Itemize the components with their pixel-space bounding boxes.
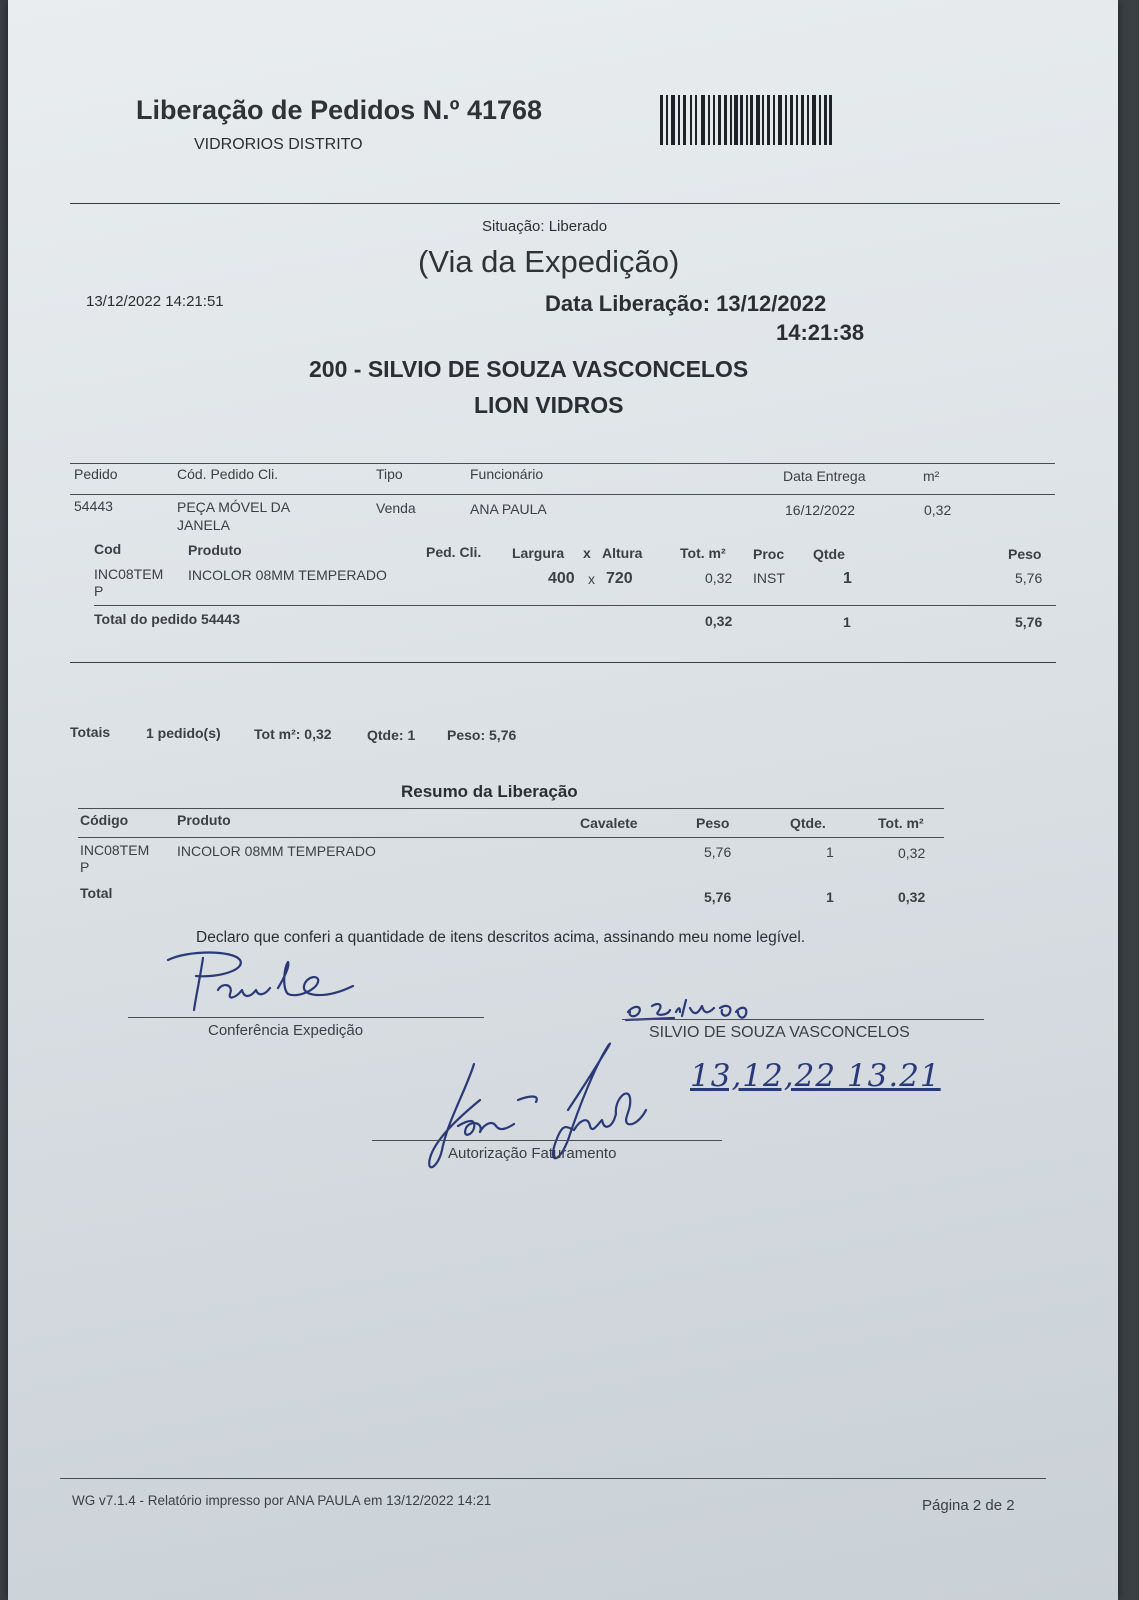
summary-total-label: Total <box>80 885 113 901</box>
item-total-rule <box>94 605 1056 606</box>
item-peso: 5,76 <box>1015 570 1043 586</box>
item-largura: 400 <box>548 570 575 587</box>
totals-label: Totais <box>70 724 111 740</box>
row-cod-pedido-cli: PEÇA MÓVEL DA <box>177 499 291 515</box>
col-cod: Cod <box>94 541 122 557</box>
status-text: Situação: Liberado <box>482 218 608 235</box>
order-total-label: Total do pedido 54443 <box>94 611 240 627</box>
summary-row-qtde: 1 <box>826 844 834 860</box>
col-peso: Peso <box>1008 546 1042 562</box>
order-total-peso: 5,76 <box>1015 614 1043 630</box>
order-total-qtde: 1 <box>843 614 851 630</box>
summary-row-produto: INCOLOR 08MM TEMPERADO <box>177 843 376 859</box>
summary-row-codigo-cont: P <box>80 859 90 875</box>
row-funcionario: ANA PAULA <box>470 501 547 517</box>
col-pedido: Pedido <box>74 466 118 482</box>
item-cod-cont: P <box>94 583 104 599</box>
customer-company: LION VIDROS <box>474 392 624 418</box>
col-qtde: Qtde <box>813 546 845 562</box>
footer-rule <box>60 1478 1046 1479</box>
summary-col-codigo: Código <box>80 812 129 828</box>
header-divider <box>70 203 1060 204</box>
declaration-text: Declaro que conferi a quantidade de itens descritos acima, assinando meu nome legível. <box>196 929 806 946</box>
row-m2: 0,32 <box>924 502 952 518</box>
order-total-m2: 0,32 <box>705 613 733 629</box>
summary-col-cavalete: Cavalete <box>580 815 638 831</box>
col-x: x <box>583 545 591 561</box>
orders-header-rule <box>70 494 1055 495</box>
document-page <box>8 0 1118 1600</box>
customer-name: 200 - SILVIO DE SOUZA VASCONCELOS <box>309 356 749 382</box>
client-line <box>622 1019 984 1020</box>
item-qtde: 1 <box>843 570 852 587</box>
item-proc: INST <box>753 570 785 586</box>
row-pedido: 54443 <box>74 498 113 514</box>
summary-row-peso: 5,76 <box>704 844 732 860</box>
row-cod-pedido-cli-cont: JANELA <box>177 517 230 533</box>
conferencia-label: Conferência Expedição <box>208 1022 364 1039</box>
item-cod: INC08TEM <box>94 566 164 582</box>
row-tipo: Venda <box>376 500 416 516</box>
col-cod-pedido-cli: Cód. Pedido Cli. <box>177 466 279 482</box>
row-data-entrega: 16/12/2022 <box>785 502 856 518</box>
summary-col-peso: Peso <box>696 815 730 831</box>
col-funcionario: Funcionário <box>470 466 544 482</box>
item-altura: 720 <box>606 570 633 587</box>
summary-title: Resumo da Liberação <box>401 782 578 801</box>
copy-label: (Via da Expedição) <box>418 244 680 279</box>
footer-page-number: Página 2 de 2 <box>922 1497 1015 1514</box>
print-datetime: 13/12/2022 14:21:51 <box>86 293 224 310</box>
col-produto: Produto <box>188 542 242 558</box>
orders-table-top-rule <box>70 463 1055 464</box>
col-m2: m² <box>923 468 940 484</box>
col-proc: Proc <box>753 546 785 562</box>
col-ped-cli: Ped. Cli. <box>426 544 482 560</box>
totals-m2: Tot m²: 0,32 <box>254 726 332 742</box>
col-altura: Altura <box>602 545 643 561</box>
summary-top-rule <box>78 808 944 809</box>
orders-table-bottom-rule <box>70 662 1056 663</box>
totals-pedidos: 1 pedido(s) <box>146 725 221 741</box>
conferencia-signature <box>148 948 388 1018</box>
item-tot-m2: 0,32 <box>705 570 733 586</box>
summary-header-rule <box>78 837 944 838</box>
col-data-entrega: Data Entrega <box>783 468 866 484</box>
item-produto: INCOLOR 08MM TEMPERADO <box>188 567 387 583</box>
summary-col-qtde: Qtde. <box>790 815 826 831</box>
col-tot-m2: Tot. m² <box>680 545 726 561</box>
barcode <box>660 95 832 145</box>
autorizacao-signature <box>418 1040 668 1190</box>
col-largura: Largura <box>512 545 565 561</box>
totals-qtde: Qtde: 1 <box>367 727 416 743</box>
release-time: 14:21:38 <box>776 320 865 345</box>
conferencia-line <box>128 1017 484 1018</box>
summary-col-produto: Produto <box>177 812 231 828</box>
summary-total-tot-m2: 0,32 <box>898 889 926 905</box>
summary-total-qtde: 1 <box>826 889 834 905</box>
release-date: Data Liberação: 13/12/2022 <box>545 291 827 316</box>
summary-col-tot-m2: Tot. m² <box>878 815 924 831</box>
company-name: VIDRORIOS DISTRITO <box>194 136 363 153</box>
autorizacao-label: Autorização Faturamento <box>448 1145 617 1162</box>
summary-total-peso: 5,76 <box>704 889 732 905</box>
summary-row-codigo: INC08TEM <box>80 842 150 858</box>
handwritten-date: 13,12,22 13.21 <box>690 1058 941 1094</box>
document-title: Liberação de Pedidos N.º 41768 <box>136 95 543 125</box>
summary-row-tot-m2: 0,32 <box>898 845 926 861</box>
footer-printed-by: WG v7.1.4 - Relatório impresso por ANA PAULA em 13/12/2022 14:21 <box>72 1493 492 1508</box>
totals-peso: Peso: 5,76 <box>447 727 517 743</box>
autorizacao-line <box>372 1140 722 1141</box>
col-tipo: Tipo <box>376 466 403 482</box>
item-x: x <box>588 571 595 587</box>
client-label: SILVIO DE SOUZA VASCONCELOS <box>649 1024 910 1041</box>
